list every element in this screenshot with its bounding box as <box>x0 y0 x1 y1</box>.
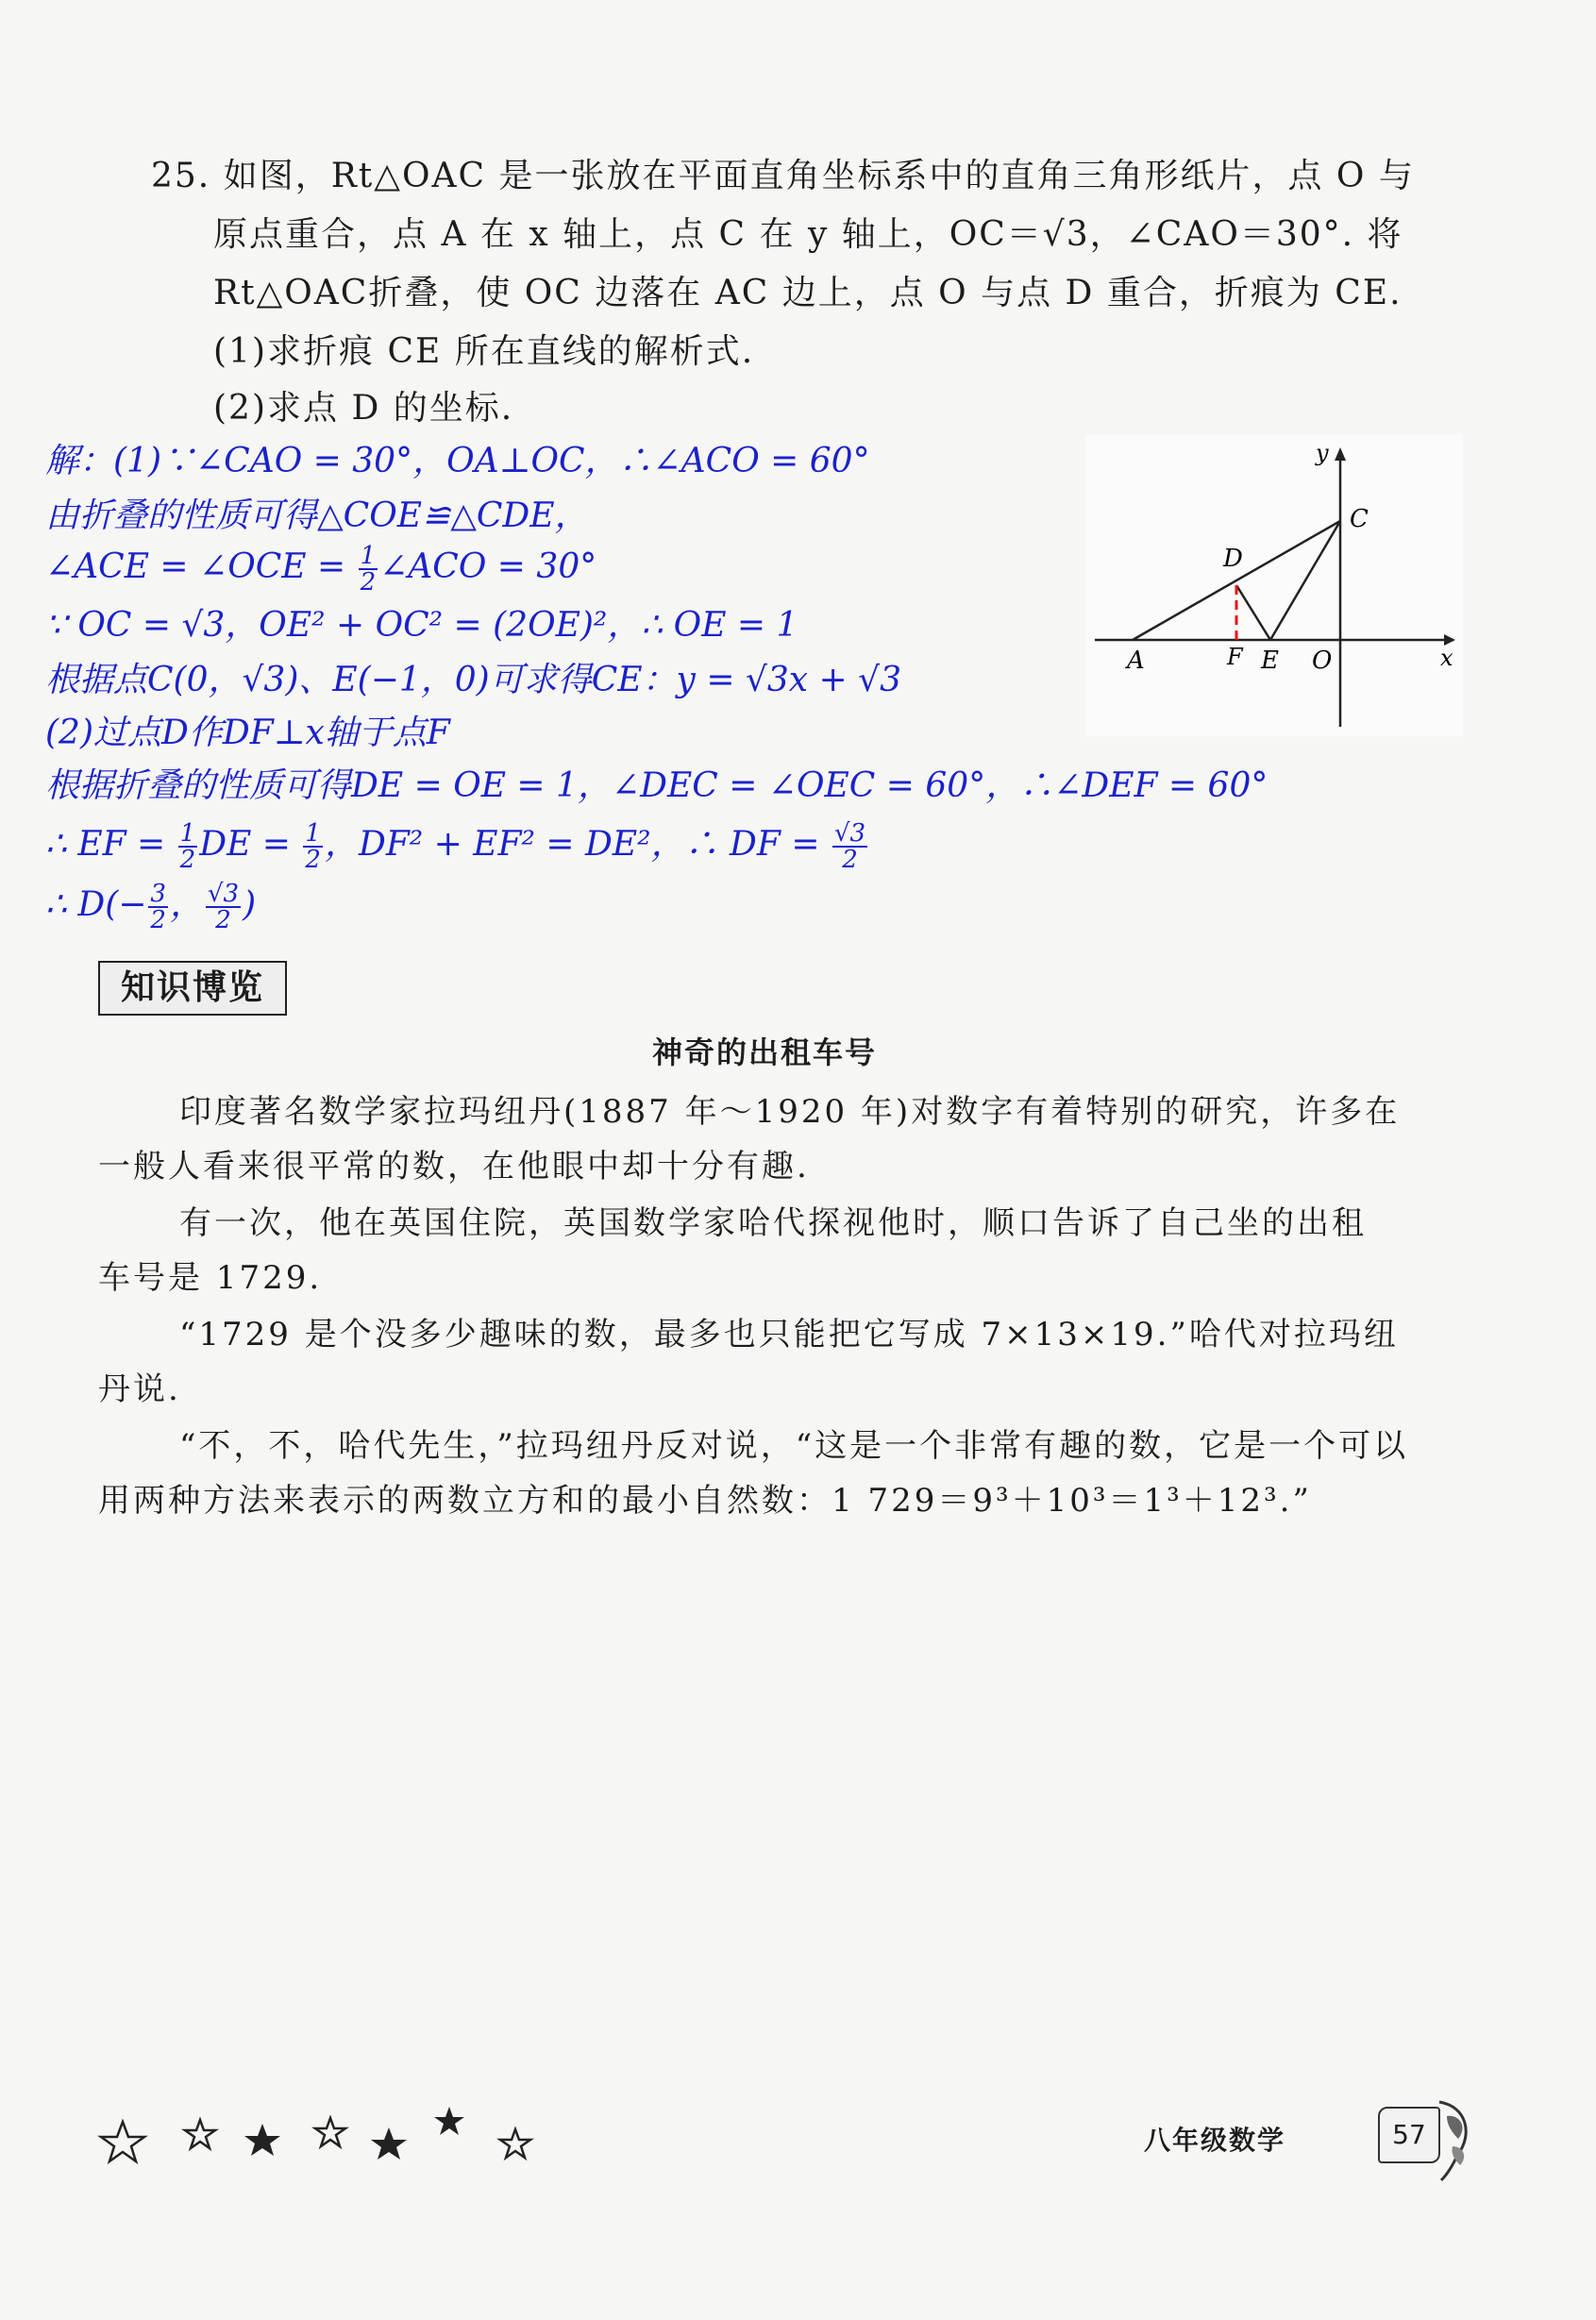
page-number: 57 <box>1378 2107 1440 2163</box>
denominator: 2 <box>215 906 231 934</box>
label-E: E <box>1261 647 1279 675</box>
solution-text: ， <box>169 885 204 924</box>
star-icon <box>500 2129 530 2158</box>
leaf-stem <box>1439 2102 1466 2180</box>
solution-text: ∠ACO = 30° <box>379 547 597 586</box>
star-icon <box>315 2118 345 2146</box>
star-icon <box>101 2122 144 2161</box>
fraction <box>148 882 168 933</box>
solution-text: DE = <box>199 825 302 864</box>
paragraph-2-line-1: 有一次，他在英国住院，英国数学家哈代探视他时，顺口告诉了自己坐的出租 <box>179 1204 1367 1242</box>
solution-line-7: 根据折叠的性质可得DE = OE = 1，∠DEC = ∠OEC = 60°，∴∠DEF = 60° <box>45 766 1268 805</box>
problem-question-1: (1)求折痕 CE 所在直线的解析式. <box>213 332 755 371</box>
coordinate-figure <box>1085 434 1463 736</box>
solution-line-1: 解：(1)∵∠CAO = 30°，OA⊥OC，∴∠ACO = 60° <box>45 442 870 480</box>
grade-subject-label: 八年级数学 <box>1144 2125 1286 2156</box>
solution-line-3 <box>45 544 596 595</box>
solution-text: ∴ EF = <box>45 825 176 864</box>
solution-text: ∠ACE = ∠OCE = <box>45 547 357 586</box>
numerator: 1 <box>305 819 321 848</box>
leaf-icon <box>1430 2097 1477 2182</box>
star-icon <box>244 2124 280 2156</box>
section-box-title: 知识博览 <box>98 961 287 1016</box>
denominator: 2 <box>150 906 166 934</box>
paragraph-3-line-1: “1729 是个没多少趣味的数，最多也只能把它写成 7×13×19.”哈代对拉玛纽 <box>179 1316 1399 1353</box>
numerator: 3 <box>150 880 166 908</box>
solution-line-2: 由折叠的性质可得△COE≌△CDE， <box>45 496 589 535</box>
label-D: D <box>1223 545 1243 573</box>
decorative-stars <box>94 2095 566 2180</box>
star-icon <box>185 2120 215 2148</box>
label-A: A <box>1127 647 1145 675</box>
paragraph-1-line-2: 一般人看来很平常的数，在他眼中却十分有趣. <box>98 1148 810 1185</box>
leaf-blade <box>1447 2116 1462 2139</box>
solution-line-4: ∵ OC = √3，OE² + OC² = (2OE)²，∴ OE = 1 <box>45 606 798 645</box>
paragraph-4-line-1: “不，不，哈代先生，”拉玛纽丹反对说，“这是一个非常有趣的数，它是一个可以 <box>179 1427 1409 1465</box>
solution-text: ∴ D(− <box>45 885 147 924</box>
problem-line-1: 25. 如图，Rt△OAC 是一张放在平面直角坐标系中的直角三角形纸片，点 O 与 <box>151 157 1415 195</box>
star-icon <box>434 2107 464 2135</box>
fraction <box>206 882 241 933</box>
figure-background <box>1085 434 1463 736</box>
solution-line-8 <box>45 817 869 872</box>
solution-text: ，DF² + EF² = DE²，∴ DF = <box>324 825 831 864</box>
label-F: F <box>1227 644 1243 670</box>
label-O: O <box>1312 647 1333 675</box>
fraction <box>359 544 378 595</box>
label-y: y <box>1316 440 1329 466</box>
problem-line-3: Rt△OAC折叠，使 OC 边落在 AC 边上，点 O 与点 D 重合，折痕为 CE. <box>213 274 1403 312</box>
label-x: x <box>1440 645 1453 671</box>
fraction <box>178 821 198 872</box>
paragraph-1-line-1: 印度著名数学家拉玛纽丹(1887 年～1920 年)对数字有着特别的研究，许多在 <box>179 1093 1401 1131</box>
fraction <box>303 821 323 872</box>
solution-text: ) <box>243 885 257 924</box>
label-C: C <box>1350 505 1369 533</box>
problem-line-2: 原点重合，点 A 在 x 轴上，点 C 在 y 轴上，OC＝√3，∠CAO＝30°. 将 <box>213 215 1403 254</box>
problem-question-2: (2)求点 D 的坐标. <box>213 389 514 428</box>
solution-line-9 <box>45 878 256 933</box>
denominator: 2 <box>179 846 196 874</box>
numerator: 1 <box>179 819 196 848</box>
numerator: √3 <box>207 880 240 908</box>
paragraph-2-line-2: 车号是 1729. <box>98 1259 323 1297</box>
paragraph-3-line-2: 丹说. <box>98 1370 181 1408</box>
denominator: 2 <box>305 846 321 874</box>
numerator: √3 <box>833 819 866 848</box>
denominator: 2 <box>360 568 377 597</box>
solution-line-5: 根据点C(0，√3)、E(−1，0)可求得CE：y = √3x + √3 <box>45 661 901 699</box>
star-icon <box>371 2127 407 2160</box>
solution-line-6: (2)过点D作DF⊥x轴于点F <box>45 714 450 752</box>
numerator: 1 <box>360 542 377 570</box>
fraction <box>832 821 867 872</box>
paragraph-4-line-2: 用两种方法来表示的两数立方和的最小自然数：1 729＝9³＋10³＝1³＋12³.” <box>98 1482 1312 1520</box>
article-title: 神奇的出租车号 <box>651 1034 877 1070</box>
denominator: 2 <box>842 846 858 874</box>
